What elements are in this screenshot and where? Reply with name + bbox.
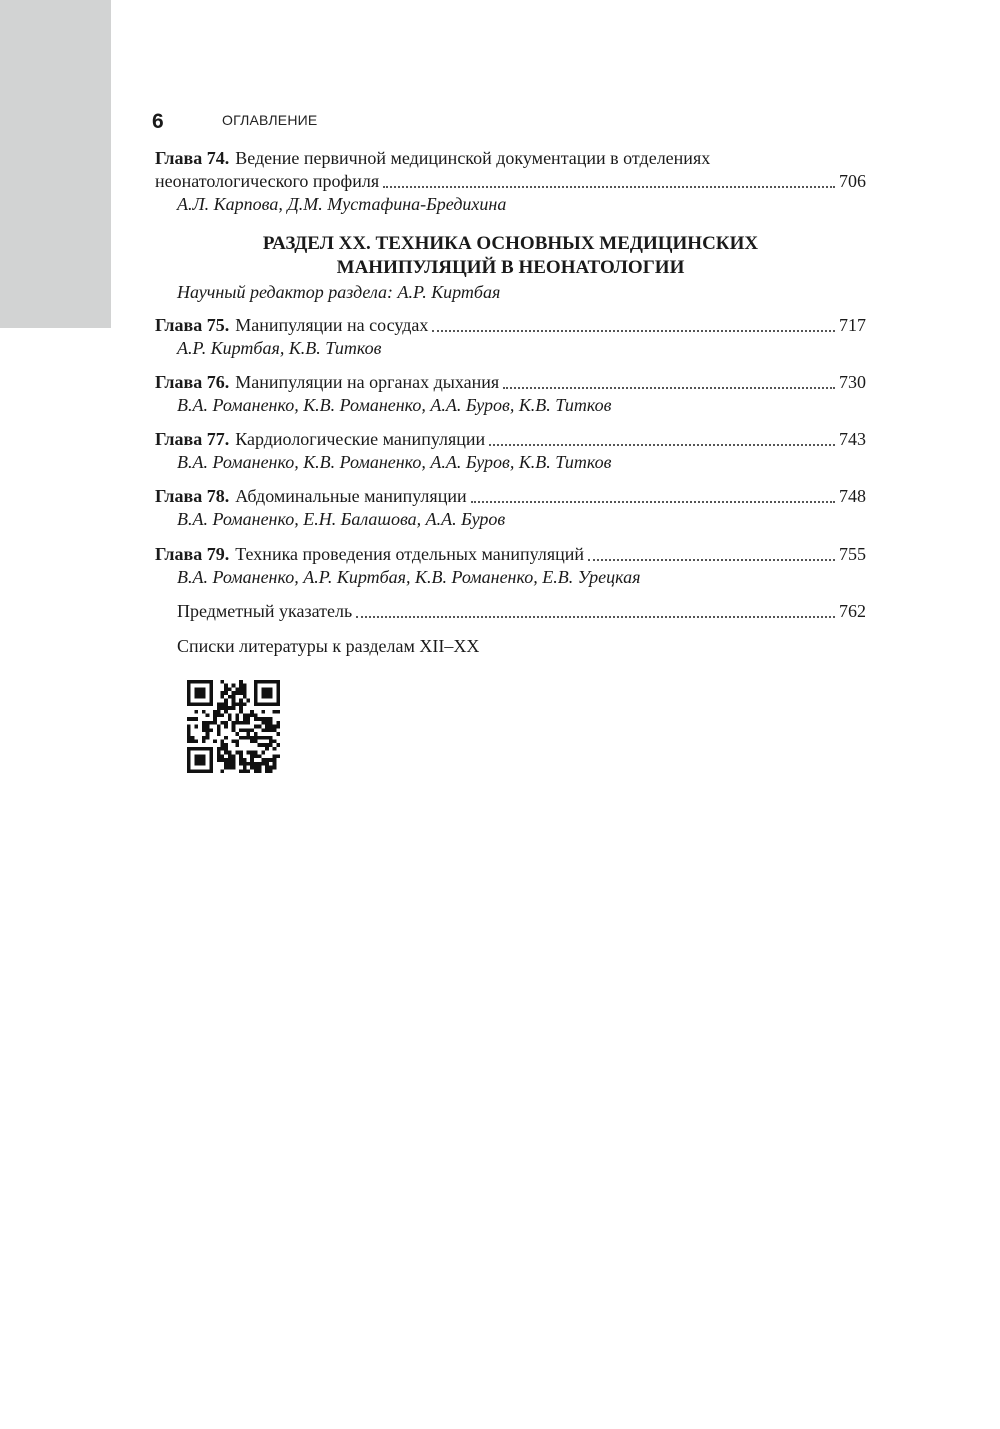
toc-entry-ch78[interactable] [155,485,866,531]
chapter-label: Глава 75. [155,315,230,335]
index-title: Предметный указатель [177,601,353,621]
chapter-page: 748 [839,486,866,506]
chapter-label: Глава 76. [155,372,230,392]
chapter-label: Глава 78. [155,486,230,506]
toc-entry-references[interactable] [155,635,866,658]
toc-entry-ch74[interactable] [155,147,866,216]
chapter-page: 743 [839,429,866,449]
chapter-title: Кардиологические манипуляции [235,429,486,449]
chapter-authors: В.А. Романенко, К.В. Романенко, А.А. Буров, К.В. Титков [177,452,612,472]
toc-entry-ch79[interactable] [155,543,866,589]
section-editor: Научный редактор раздела: А.Р. Киртбая [177,282,501,302]
index-page: 762 [839,601,866,621]
chapter-title: Ведение первичной медицинской документации в отделениях [235,148,711,168]
chapter-page: 730 [839,372,866,392]
chapter-authors: А.Р. Киртбая, К.В. Титков [177,338,382,358]
chapter-title: Техника проведения отдельных манипуляций [235,544,584,564]
chapter-title-cont: неонатологического профиля [155,171,380,191]
page-number: 6 [152,110,164,133]
chapter-page: 717 [839,315,866,335]
dot-leader [356,615,835,618]
chapter-authors: В.А. Романенко, А.Р. Киртбая, К.В. Романенко, Е.В. Урецкая [177,567,641,587]
chapter-page: 706 [839,171,866,191]
dot-leader [432,329,835,332]
chapter-title: Абдоминальные манипуляции [235,486,467,506]
dot-leader [588,558,835,561]
section-title [155,232,866,280]
references-title: Списки литературы к разделам XII–XX [177,636,480,656]
chapter-authors: А.Л. Карпова, Д.М. Мустафина-Бредихина [177,194,507,214]
gray-side-bar [0,0,111,328]
dot-leader [503,386,835,389]
chapter-title: Манипуляции на сосудах [235,315,429,335]
section-title-line1: РАЗДЕЛ XX. ТЕХНИКА ОСНОВНЫХ МЕДИЦИНСКИХ [262,233,759,254]
toc-entry-index[interactable] [155,600,866,623]
toc-entry-ch77[interactable] [155,428,866,474]
chapter-page: 755 [839,544,866,564]
running-title: ОГЛАВЛЕНИЕ [222,112,318,128]
dot-leader [383,185,835,188]
chapter-label: Глава 77. [155,429,230,449]
chapter-authors: В.А. Романенко, К.В. Романенко, А.А. Буров, К.В. Титков [177,395,612,415]
chapter-label: Глава 74. [155,148,230,168]
chapter-authors: В.А. Романенко, Е.Н. Балашова, А.А. Буров [177,509,506,529]
qr-code-icon[interactable] [187,680,280,773]
dot-leader [471,500,835,503]
chapter-title: Манипуляции на органах дыхания [235,372,500,392]
toc-entry-ch76[interactable] [155,371,866,417]
toc-entry-ch75[interactable] [155,314,866,360]
dot-leader [489,443,835,446]
chapter-label: Глава 79. [155,544,230,564]
section-title-line2: МАНИПУЛЯЦИЙ В НЕОНАТОЛОГИИ [336,257,685,278]
